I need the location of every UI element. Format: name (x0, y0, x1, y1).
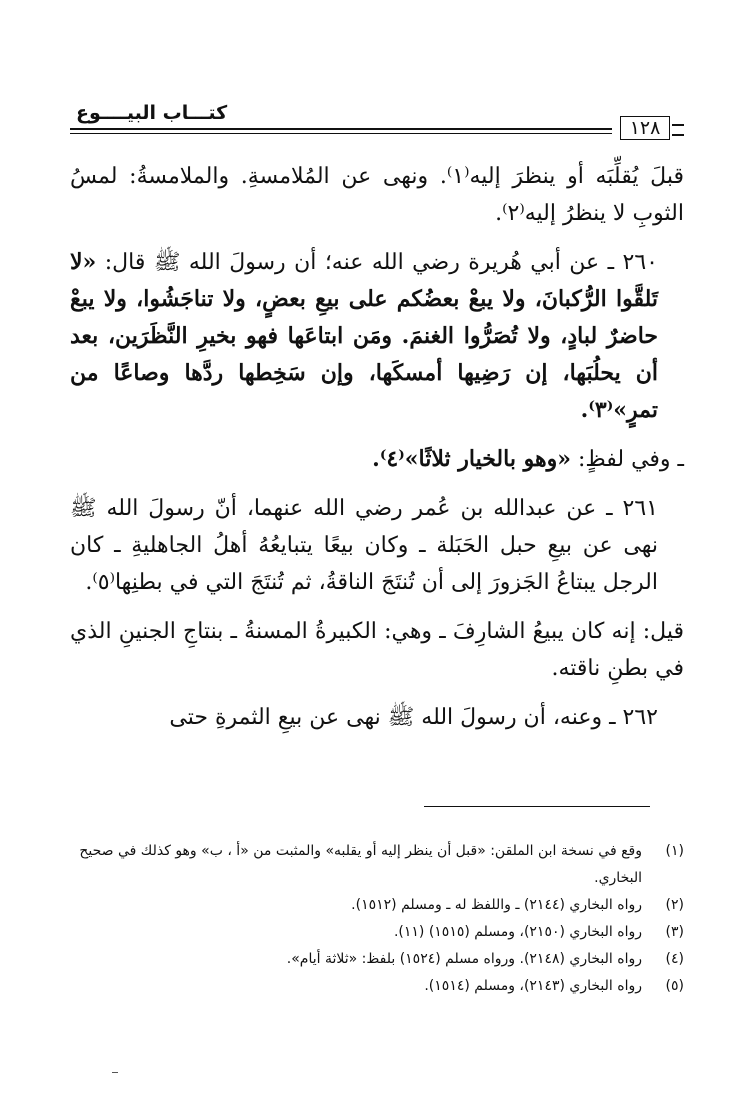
paragraph-continuation: قبلَ يُقلِّبَه أو ينظرَ إليه⁽١⁾. ونهى عن المُلامسةِ. والملامسةُ: لمسُ الثوبِ لا ينظرُ إليه⁽٢⁾. (70, 164, 684, 226)
footnote-item (70, 973, 684, 1000)
variant-text: «وهو بالخيار ثلاثًا»⁽٤⁾. (372, 446, 571, 472)
footnote-text: رواه البخاري (٢١٤٨). ورواه مسلم (١٥٢٤) بلفظ: «ثلاثة أيام». (286, 951, 642, 967)
main-text (70, 158, 684, 748)
footnotes (70, 838, 684, 1000)
footnote-text: وقع في نسخة ابن الملقن: «قبل أن ينظر إليه أو يقلبه» والمثبت من «أ ، ب» وهو كذلك في صحيح البخاري. (79, 843, 642, 886)
footnote-number: (٢) (665, 897, 684, 913)
footnote-text: رواه البخاري (٢١٥٠)، ومسلم (١٥١٥) (١١). (393, 924, 642, 940)
hadith-260-text: «لا تَلقَّوا الرُّكبانَ، ولا يبعْ بعضُكم على بيعِ بعضٍ، ولا تناجَشُوا، ولا يبعْ حاضرٌ لبادٍ، ولا تُصَرُّوا الغنمَ. ومَن ابتاعَها فهو بخيرِ النَّظَرَين، بعد أن يحلُبَها، إن رَضِيها أمسكَها، وإن سَخِطها ردَّها وصاعًا من تمرٍ»⁽٣⁾. (70, 249, 658, 423)
hadith-262: ٢٦٢ ـ وعنه، أن رسولَ الله ﷺ نهى عن بيعِ الثمرةِ حتى (169, 705, 658, 730)
page-number: ١٢٨ (620, 116, 670, 140)
hadith-261: ٢٦١ ـ عن عبدالله بن عُمر رضي الله عنهما، أنّ رسولَ الله ﷺ نهى عن بيعِ حبل الحَبَلة ـ وكان بيعًا يتبايعُهُ أهلُ الجاهليةِ ـ كان الرجل يبتاعُ الجَزورَ إلى أن تُنتَجَ الناقةُ، ثم تُنتَجَ التي في بطنِها⁽٥⁾. (70, 496, 658, 595)
hadith-260-variant (70, 441, 684, 478)
scan-mark (112, 1072, 118, 1073)
hadith-260-intro: ٢٦٠ ـ عن أبي هُريرة رضي الله عنه؛ أن رسولَ الله ﷺ قال: (104, 250, 658, 275)
footnote-separator (424, 806, 650, 807)
variant-prefix: ـ وفي لفظٍ: (577, 447, 684, 472)
footnote-number: (١) (665, 843, 684, 859)
footnote-item (70, 919, 684, 946)
page-number-ornament (672, 124, 684, 136)
hadith-261-note: قيل: إنه كان يبيعُ الشارِفَ ـ وهي: الكبيرةُ المسنةُ ـ بنتاجِ الجنينِ الذي في بطنِ ناقته. (70, 619, 684, 681)
hadith-260 (70, 244, 684, 429)
footnote-item (70, 838, 684, 892)
footnote-text: رواه البخاري (٢١٤٣)، ومسلم (١٥١٤). (424, 978, 642, 994)
header-rule-thin (70, 133, 612, 134)
footnote-number: (٤) (665, 951, 684, 967)
header-rule (70, 128, 612, 130)
footnote-item (70, 946, 684, 973)
book-title: كتـــاب البيــــوع (70, 102, 233, 124)
footnote-text: رواه البخاري (٢١٤٤) ـ واللفظ له ـ ومسلم (١٥١٢). (351, 897, 642, 913)
footnote-item (70, 892, 684, 919)
footnote-number: (٥) (665, 978, 684, 994)
footnote-number: (٣) (665, 924, 684, 940)
running-header (70, 104, 682, 144)
